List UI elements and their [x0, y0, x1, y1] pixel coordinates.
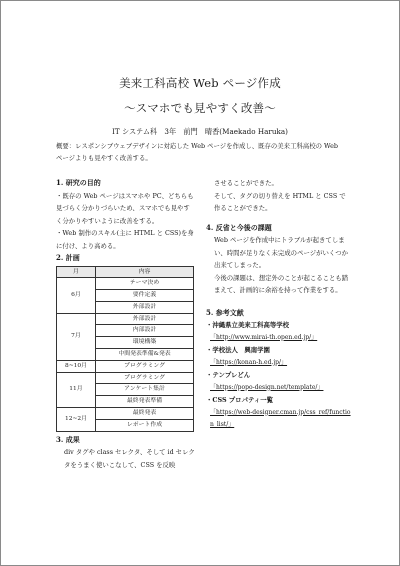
plan-header-month: 月 — [57, 266, 96, 278]
plan-month: 12~2月 — [57, 408, 96, 432]
author-line: IT システム科 3年 前門 晴香(Maekado Haruka) — [112, 127, 288, 136]
plan-item: 内部設計 — [96, 325, 194, 337]
plan-item: 中間発表準備&発表 — [96, 349, 194, 361]
abstract: 概要：レスポンシブウェブデザインに対応した Web ページを作成し、既存の美来工科高校の Web ページよりも見やすく改善する。 — [56, 142, 338, 162]
reference-link[interactable]: 「http://www.mirai-th.open.ed.jp/」 — [210, 333, 318, 341]
section-heading-references: 5. 参考文献 — [206, 307, 244, 317]
table-row — [57, 360, 194, 372]
results-paragraph-1-continued: させることができた。 — [214, 179, 278, 187]
table-row — [57, 372, 194, 384]
section-heading-results: 3. 成果 — [56, 434, 80, 444]
purpose-paragraph-2: ・Web 制作のスキル(主に HTML と CSS)を身に付け、より高める。 — [56, 229, 194, 250]
reference-item — [206, 369, 351, 394]
purpose-paragraph-1: ・既存の Web ページはスマホや PC、どちらも見づらく分かりづらいため、スマホでも見やすく分かりやすいように改善をする。 — [56, 191, 194, 225]
plan-item: 外部設計 — [96, 301, 194, 313]
plan-header-content: 内容 — [96, 266, 194, 278]
reference-item — [206, 319, 351, 344]
reflection-paragraph-2: 今後の課題は、想定外のことが起こることも踏まえて、計画的に余裕を持って作業をする。 — [214, 273, 349, 294]
table-row — [57, 278, 194, 290]
plan-table — [56, 266, 194, 432]
plan-item: プログラミング — [96, 372, 194, 384]
plan-item: プログラミング — [96, 360, 194, 372]
plan-item: 外部設計 — [96, 313, 194, 325]
plan-month: 7月 — [57, 313, 96, 360]
plan-item: レポート作成 — [96, 419, 194, 431]
section-heading-plan: 2. 計画 — [56, 253, 80, 262]
reflection-paragraph-1: Web ページを作成中にトラブルが起きてしまい、時間が足りなく未完成のページがいくつか出来てしまった。 — [214, 236, 349, 269]
plan-month: 11月 — [57, 372, 96, 407]
plan-item: テーマ決め — [96, 278, 194, 290]
plan-table-header-row — [57, 266, 194, 278]
plan-month: 8~10月 — [57, 360, 96, 372]
reference-item — [206, 394, 351, 432]
reference-link[interactable]: 「https://konan-h.ed.jp/」 — [210, 358, 288, 366]
reference-name: ・CSS プロパティ一覧 — [206, 396, 274, 404]
plan-item: 最終発表 — [96, 408, 194, 420]
document-title: 美来工科高校 Web ページ作成 — [119, 76, 281, 90]
reference-link[interactable]: 「https://popo-design.net/template/」 — [210, 383, 324, 391]
reference-name: ・沖縄県立美来工科高等学校 — [206, 321, 290, 329]
reference-name: ・学校法人 興南学園 — [206, 346, 270, 354]
right-column — [206, 177, 351, 432]
section-heading-purpose: 1. 研究の目的 — [56, 178, 101, 187]
plan-month: 6月 — [57, 278, 96, 313]
plan-item: 要件定義 — [96, 290, 194, 302]
plan-item: 環境構築 — [96, 337, 194, 349]
table-row — [57, 408, 194, 420]
results-paragraph-1: div タグや class セレクタ、そして id セレクタをうまく使いこなして、CSS を反映 — [64, 448, 195, 469]
reference-item — [206, 344, 351, 369]
reference-link[interactable]: 「https://web-designer.cman.jp/css_ref/function_list/」 — [210, 408, 351, 428]
plan-item: 最終発表準備 — [96, 396, 194, 408]
reference-name: ・テンプレどん — [206, 371, 251, 379]
document-subtitle: ～スマホでも見やすく改善～ — [124, 101, 276, 115]
section-heading-reflection: 4. 反省と今後の課題 — [206, 222, 272, 232]
plan-item: アンケート集計 — [96, 384, 194, 396]
results-paragraph-2: そして、タグの切り替えを HTML と CSS で作ることができた。 — [214, 191, 346, 212]
left-column — [56, 177, 196, 471]
table-row — [57, 313, 194, 325]
